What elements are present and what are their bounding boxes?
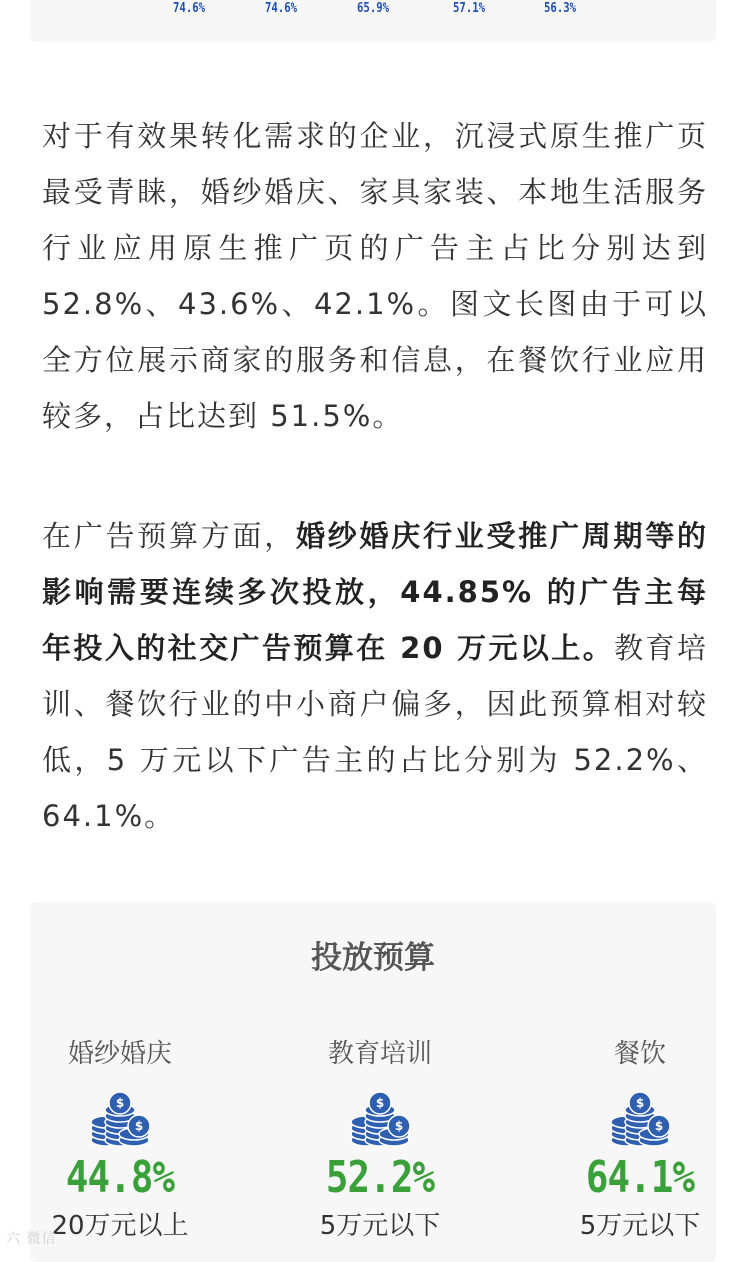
budget-item-percent: 52.2%: [325, 1152, 435, 1203]
chart-value-3: 65.9%: [357, 1, 390, 16]
budget-item-percent: 64.1%: [585, 1152, 695, 1203]
watermark: 六 微信: [6, 1231, 57, 1247]
svg-text:$: $: [635, 1096, 645, 1110]
svg-text:$: $: [134, 1119, 144, 1133]
budget-item-name: 教育培训: [327, 1039, 432, 1069]
budget-item-name: 婚纱婚庆: [67, 1039, 172, 1069]
svg-text:$: $: [654, 1119, 664, 1133]
chart-value-1: 74.6%: [173, 1, 206, 16]
budget-item-range: 5万元以下: [319, 1211, 441, 1241]
top-chart-card: [30, 0, 716, 42]
budget-item-name: 餐饮: [613, 1039, 666, 1069]
budget-title: 投放预算: [311, 940, 435, 976]
svg-text:$: $: [394, 1119, 404, 1133]
budget-card: [30, 902, 716, 1262]
svg-text:$: $: [375, 1096, 385, 1110]
chart-value-4: 57.1%: [453, 1, 486, 16]
budget-item-range: 20万元以上: [51, 1211, 189, 1241]
coins-icon: [604, 1090, 676, 1150]
paragraph-conversion: 对于有效果转化需求的企业，沉浸式原生推广页最受青睐，婚纱婚庆、家具家装、本地生活服务行业应用原生推广页的广告主占比分别达到52.8%、43.6%、42.1%。图文长图由于可以全方位展示商家的服务和信息，在餐饮行业应用较多，占比达到 51.5%。: [42, 119, 708, 433]
budget-item-range: 5万元以下: [579, 1211, 701, 1241]
paragraph-budget-rest: 教育培训、餐饮行业的中小商户偏多，因此预算相对较低，5 万元以下广告主的占比分别为 52.2%、64.1%。: [42, 631, 708, 833]
budget-item-wedding: [30, 1034, 210, 1242]
budget-item-education: [290, 1034, 470, 1242]
budget-item-catering: [550, 1034, 730, 1242]
chart-value-5: 56.3%: [544, 1, 577, 16]
chart-value-2: 74.6%: [265, 1, 298, 16]
coins-icon: [84, 1090, 156, 1150]
paragraph-budget-highlight: 婚纱婚庆行业受推广周期等的影响需要连续多次投放，44.85% 的广告主每年投入的社交广告预算在 20 万元以上。: [42, 519, 708, 665]
coins-icon: [344, 1090, 416, 1150]
svg-text:$: $: [115, 1096, 125, 1110]
budget-item-percent: 44.8%: [65, 1152, 175, 1203]
paragraph-budget: [42, 508, 708, 844]
paragraph-budget-intro: 在广告预算方面，: [42, 519, 296, 553]
